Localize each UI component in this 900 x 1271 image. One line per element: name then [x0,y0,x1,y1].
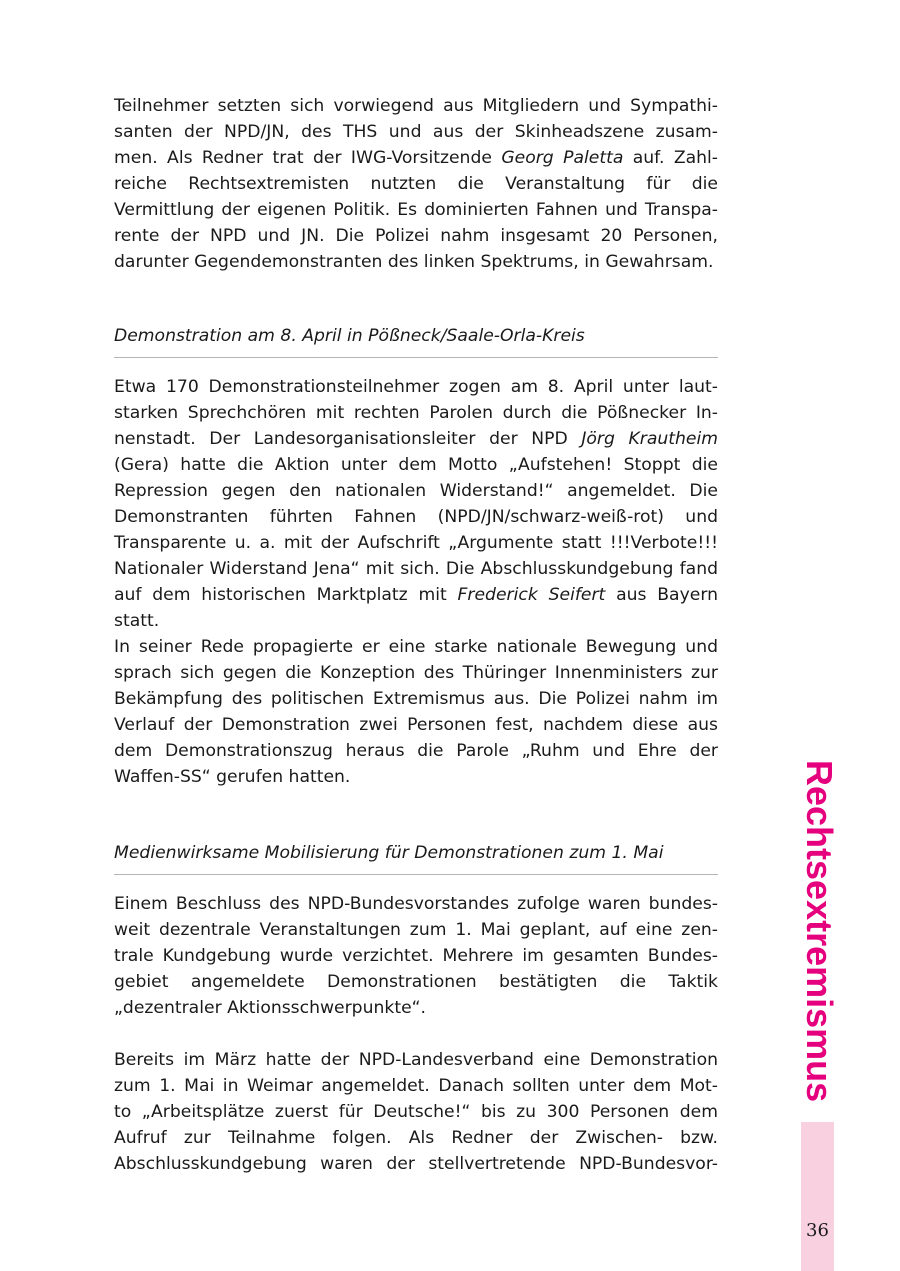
text-line: rente der NPD und JN. Die Polizei nahm insgesamt 20 Personen, [114,226,718,246]
text-line: reiche Rechtsextremisten nutzten die Veranstaltung für die [114,174,718,194]
text-line: Aufruf zur Teilnahme folgen. Als Redner der Zwischen- bzw. [114,1128,718,1148]
text-line [114,582,718,634]
text-line: Bekämpfung des politischen Extremismus aus. Die Polizei nahm im [114,689,718,709]
chapter-title-text: Rechtsextremismus [799,760,840,1103]
chapter-side-title [796,760,842,1103]
section-mobilisierung [114,840,718,1177]
text-line: Transparente u. a. mit der Aufschrift „Argumente statt !!!Verbote!!! [114,533,718,553]
text-line: weit dezentrale Veranstaltungen zum 1. Mai geplant, auf eine zen- [114,920,718,940]
text-line: Verlauf der Demonstration zwei Personen fest, nachdem diese aus [114,715,718,735]
text-line: Demonstranten führten Fahnen (NPD/JN/schwarz-weiß-rot) und [114,507,718,527]
section-heading: Medienwirksame Mobilisierung für Demonstrationen zum 1. Mai [114,843,664,863]
text-line: Waffen-SS“ gerufen hatten. [114,767,351,787]
document-body [114,93,718,1177]
text-line: „dezentraler Aktionsschwerpunkte“. [114,998,427,1018]
text-line: to „Arbeitsplätze zuerst für Deutsche!“ bis zu 300 Personen dem [114,1102,718,1122]
section-heading: Demonstration am 8. April in Pößneck/Saale-Orla-Kreis [114,326,585,346]
text-line: Etwa 170 Demonstrationsteilnehmer zogen am 8. April unter laut- [114,377,718,397]
person-name: Frederick Seifert [457,585,606,605]
section-poessneck [114,323,718,790]
person-name: Jörg Krautheim [581,429,718,449]
text-line: gebiet angemeldete Demonstrationen bestätigten die Taktik [114,972,718,992]
text-line [114,145,718,171]
intro-paragraph [114,93,718,275]
text-line: sprach sich gegen die Konzeption des Thüringer Innenministers zur [114,663,718,683]
text-line: dem Demonstrationszug heraus die Parole „Ruhm und Ehre der [114,741,718,761]
text-line: Nationaler Widerstand Jena“ mit sich. Die Abschlusskundgebung fand [114,559,718,579]
text-line: starken Sprechchören mit rechten Parolen durch die Pößnecker In- [114,403,718,423]
text-line: darunter Gegendemonstranten des linken Spektrums, in Gewahrsam. [114,252,714,272]
text-line [114,426,718,452]
text-segment: auf. Zahl- [623,148,718,168]
text-line: (Gera) hatte die Aktion unter dem Motto „Aufstehen! Stoppt die [114,455,718,475]
text-line: trale Kundgebung wurde verzichtet. Mehrere im gesamten Bundes- [114,946,718,966]
chapter-tab [801,1122,834,1271]
text-segment: men. Als Redner trat der IWG-Vorsitzende [114,148,502,168]
text-segment: nenstadt. Der Landesorganisationsleiter der NPD [114,429,582,449]
text-line: Vermittlung der eigenen Politik. Es dominierten Fahnen und Transpa- [114,200,718,220]
text-line: In seiner Rede propagierte er eine starke nationale Bewegung und [114,637,718,657]
text-line: Einem Beschluss des NPD-Bundesvorstandes zufolge waren bundes- [114,894,718,914]
text-segment: aus Bayern statt. [114,585,718,631]
text-segment: auf dem historischen Marktplatz mit [114,585,458,605]
text-line: zum 1. Mai in Weimar angemeldet. Danach sollten unter dem Mot- [114,1076,718,1096]
person-name: Georg Paletta [501,148,624,168]
page-number: 36 [806,1220,829,1241]
text-line: santen der NPD/JN, des THS und aus der Skinheadszene zusam- [114,122,718,142]
text-line: Teilnehmer setzten sich vorwiegend aus Mitgliedern und Sympathi- [114,96,718,116]
text-line: Repression gegen den nationalen Widerstand!“ angemeldet. Die [114,481,718,501]
text-line: Bereits im März hatte der NPD-Landesverband eine Demonstration [114,1050,718,1070]
text-line: Abschlusskundgebung waren der stellvertretende NPD-Bundesvor- [114,1154,718,1174]
